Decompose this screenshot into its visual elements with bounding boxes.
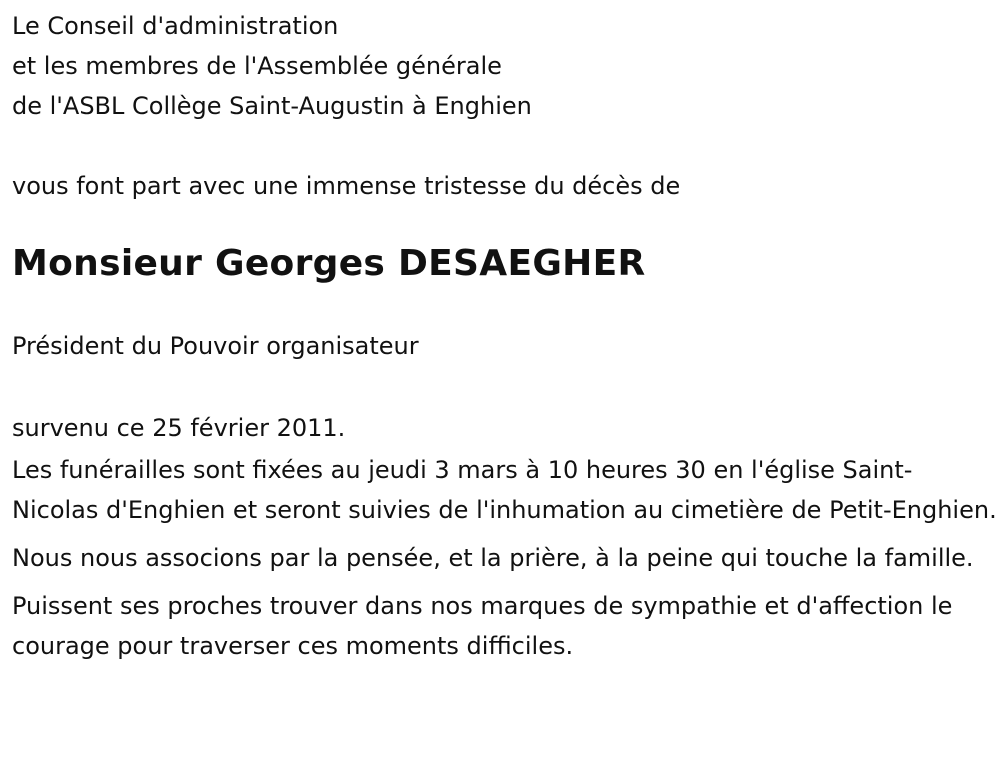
deceased-name: Monsieur Georges DESAEGHER <box>12 243 646 284</box>
announcement-line: vous font part avec une immense tristesse du décès de <box>12 172 681 200</box>
funeral-details: Les funérailles sont fixées au jeudi 3 mars à 10 heures 30 en l'église Saint-Nicolas d'Enghien et seront suivies de l'inhumation au cimetière de Petit-Enghien. <box>12 456 997 524</box>
deceased-role: Président du Pouvoir organisateur <box>12 332 419 360</box>
sender-header <box>12 6 1000 126</box>
header-line-members: et les membres de l'Assemblée générale <box>12 52 502 80</box>
death-date: survenu ce 25 février 2011. <box>12 414 346 442</box>
header-line-board: Le Conseil d'administration <box>12 12 339 40</box>
condolence-thoughts: Nous nous associons par la pensée, et la prière, à la peine qui touche la famille. <box>12 544 974 572</box>
sympathy-message: Puissent ses proches trouver dans nos marques de sympathie et d'affection le courage pour traverser ces moments difficiles. <box>12 592 953 660</box>
header-line-organization: de l'ASBL Collège Saint-Augustin à Enghien <box>12 92 532 120</box>
